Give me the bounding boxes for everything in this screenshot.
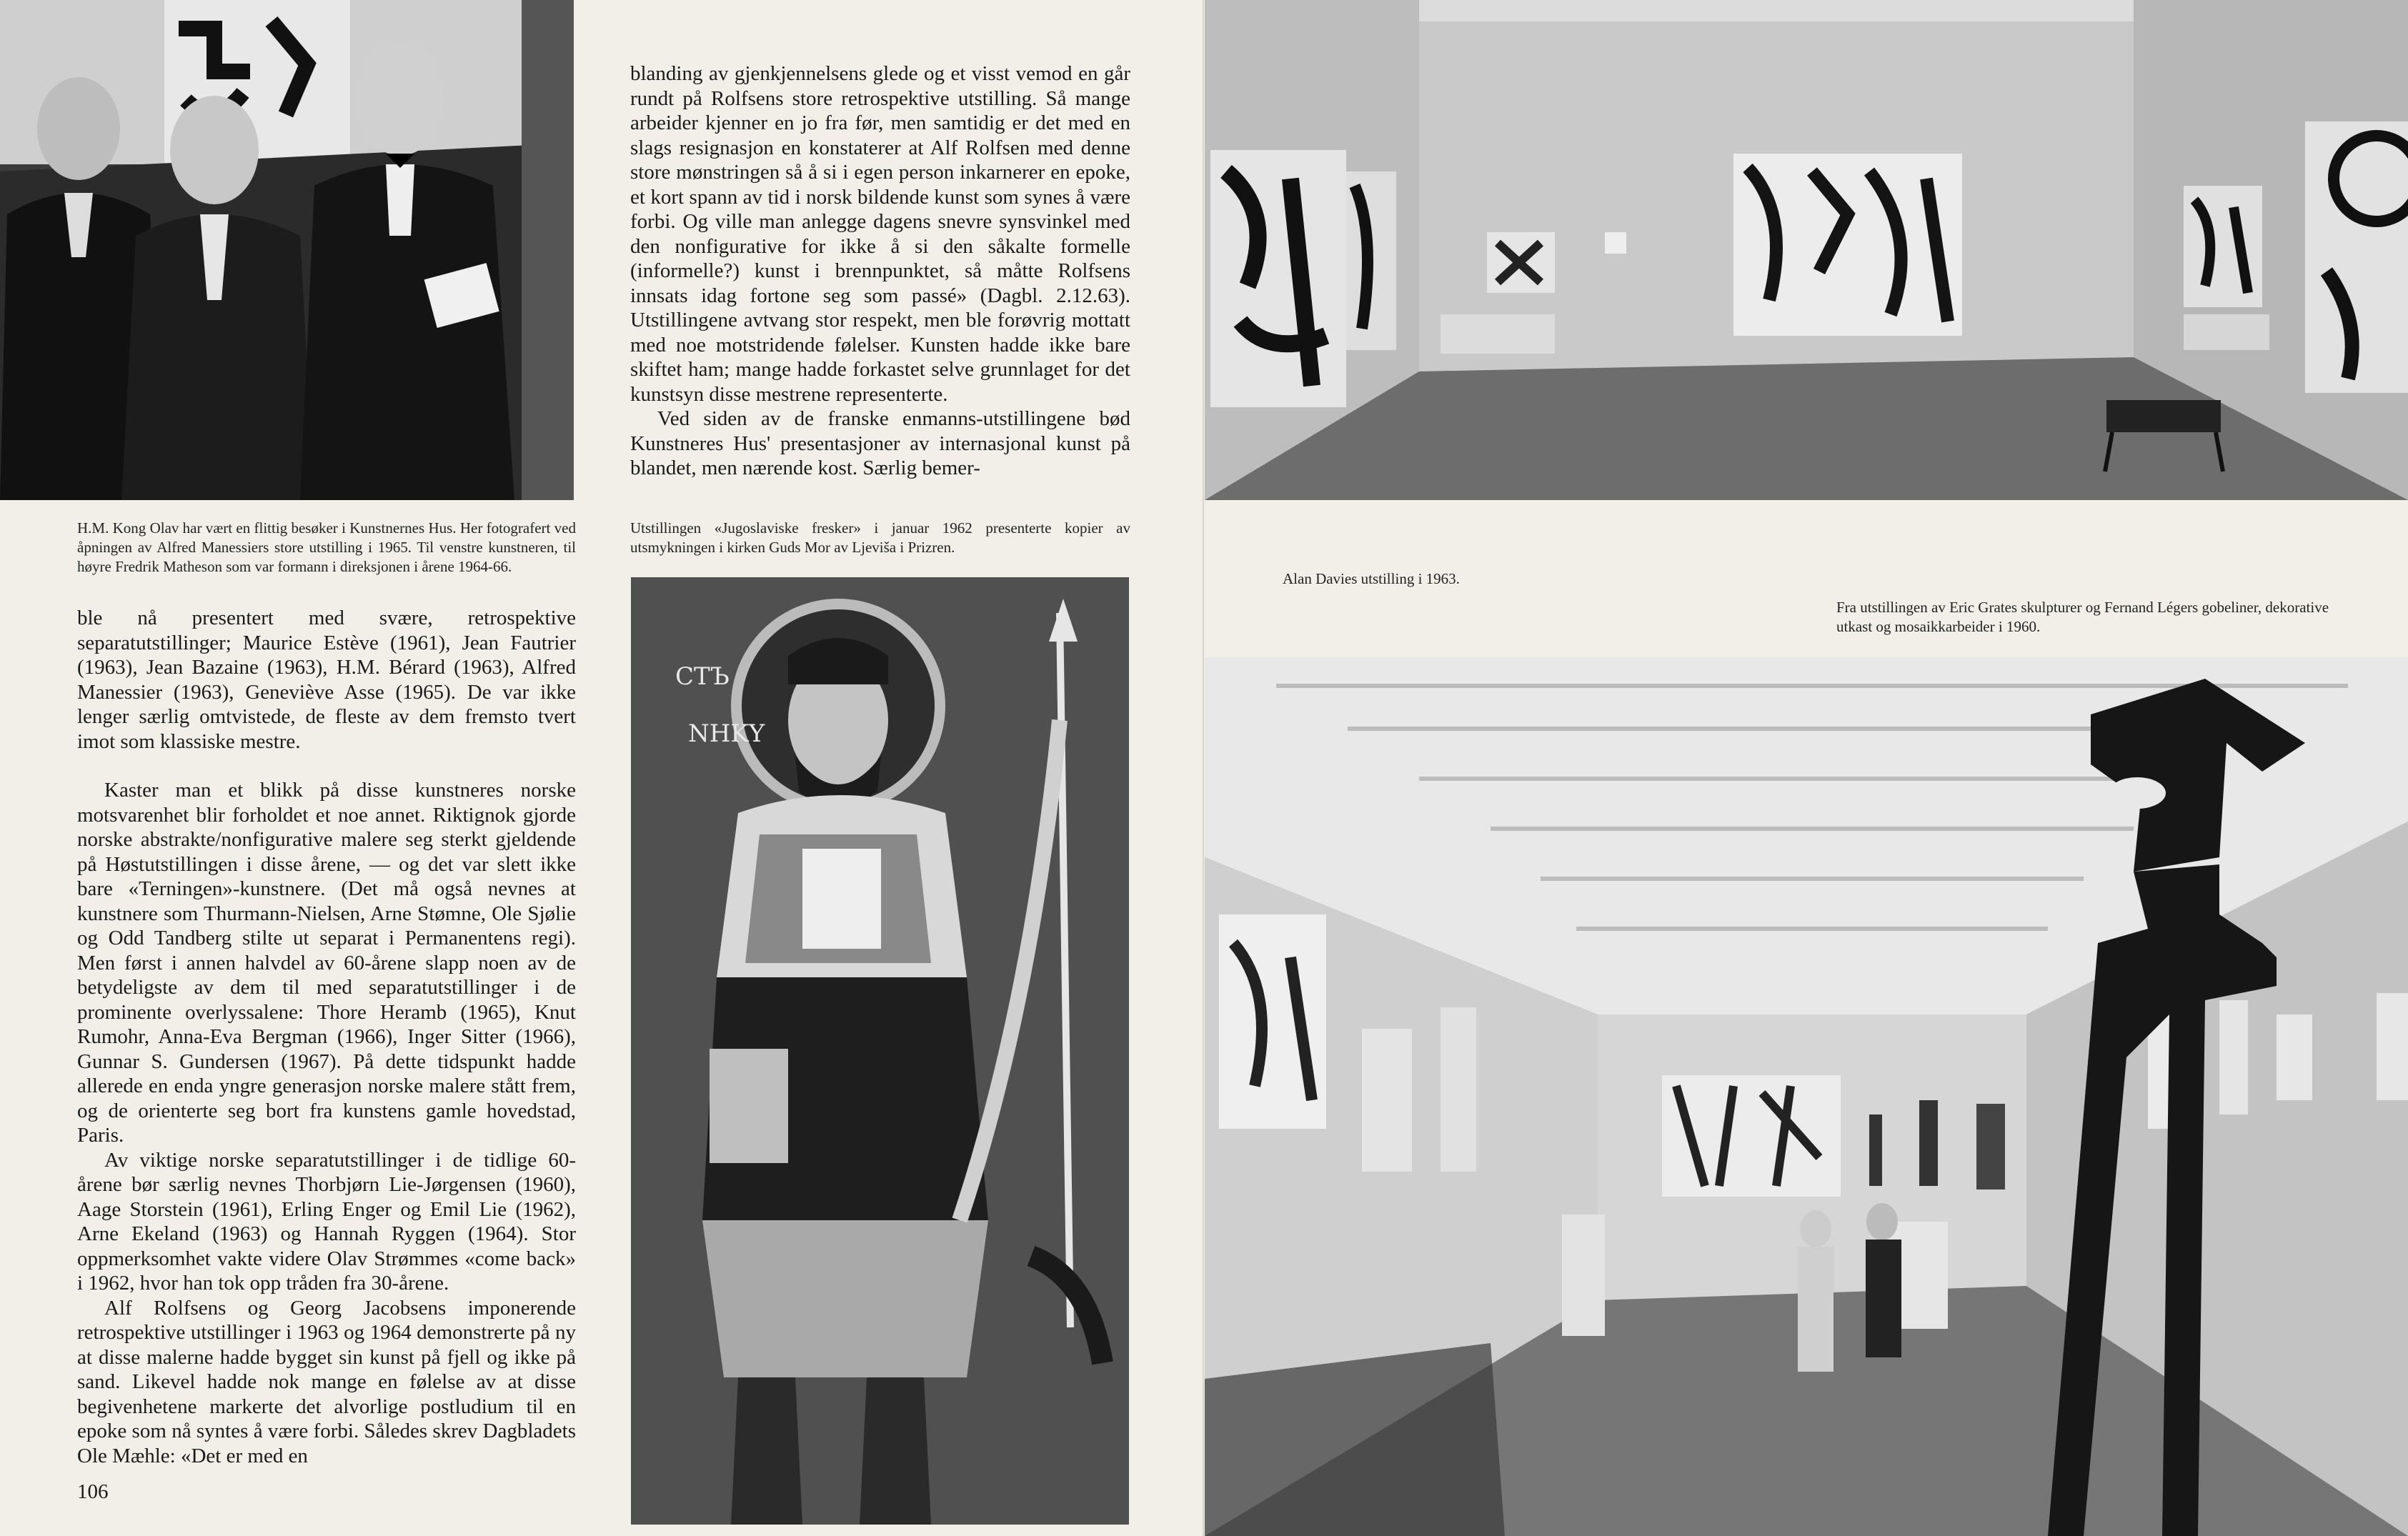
page-number: 106	[77, 1480, 109, 1503]
caption-alan-davies: Alan Davies utstilling i 1963.	[1283, 570, 1460, 587]
paragraph: Alf Rolfsens og Georg Jacobsens imponerende retrospektive utstillinger i 1963 og 1964 demonstrerte på ny at disse malerne hadde bygget sin kunst på fjell og ikke på sand. Likevel hadde nok mange en følelse av at disse begivenhetene markerte det alvorlige postludium til en epoke som nå syntes å være forbi. Således skrev Dagbladets Ole Mæhle: «Det er med en	[77, 1296, 576, 1467]
text-column-2	[630, 61, 1130, 481]
photo-grates-leger-exhibition	[1205, 657, 2408, 1536]
fresco-image	[631, 577, 1129, 1525]
paragraph: blanding av gjenkjennelsens glede og et visst vemod en går rundt på Rolfsens store retrospektive utstilling. Så mange arbeider kjenner en jo fra før, men samtidig er det med en slags resignasjon en konstaterer at Alf Rolfsen med denne store mønstringen så å si i egen person inkarnerer en epoke, et kort spann av tid i norsk bildende kunst som synes å være forbi. Og ville man anlegge dagens snevre synsvinkel med den nonfigurative for ikke å si den såkalte formelle (informelle?) kunst i brennpunktet, så måtte Rolfsens innsats idag fortone seg som passé» (Dagbl. 2.12.63). Utstillingene avtvang stor respekt, men ble forøvrig mottatt med noe motstridende følelser. Kunsten hadde ikke bare skiftet ham; mange hadde forkastet selve grunnlaget for det kunstsyn disse mestrene representerte.	[630, 62, 1130, 406]
photo-king-olav	[0, 0, 574, 500]
paragraph: Av viktige norske separatutstillinger i de tidlige 60-årene bør særlig nevnes Thorbjørn Lie-Jørgensen (1960), Aage Storstein (1961), Erling Enger og Emil Lie (1962), Arne Ekeland (1963) og Hannah Ryggen (1964). Stor oppmerksomhet vakte videre Olav Strømmes «come back» i 1962, hvor han tok opp tråden fra 30-årene.	[77, 1148, 576, 1295]
caption-fresco: Utstillingen «Jugoslaviske fresker» i januar 1962 presenterte kopier av utsmykningen i kirken Guds Mor av Ljeviša i Prizren.	[630, 519, 1130, 556]
svg-text:СТЪ: СТЪ	[675, 662, 730, 691]
fresco-inscription: ΝΗΚΥ	[688, 719, 765, 748]
page-gutter	[1203, 0, 1204, 1536]
text-column-1	[77, 606, 576, 1468]
paragraph: Kaster man et blikk på disse kunstneres norske motsvarenhet blir forholdet et noe annet. Riktignok gjorde norske abstrakte/nonfigurative malere seg sterkt gjeldende på Høstutstillingen i disse årene, — og det var slett ikke bare «Terningen»-kunstnere. (Det må også nevnes at kunstnere som Thurmann-Nielsen, Arne Stømne, Ole Sjølie og Odd Tandberg stilte ut separat i Permanentens regi). Men først i annen halvdel av 60-årene slapp noen av de betydeligste av dem til med separatutstillinger i de prominente overlyssalene: Thore Heramb (1965), Knut Rumohr, Anna-Eva Bergman (1966), Inger Sitter (1966), Gunnar S. Gundersen (1967). På dette tidspunkt hadde allerede en enda yngre generasjon norske malere stått frem, og de orienterte seg bort fra kunstens gamle hovedstad, Paris.	[77, 779, 576, 1147]
paragraph: Ved siden av de franske enmanns-utstillingene bød Kunstneres Hus' presentasjoner av internasjonal kunst på blandet, men nærende kost. Særlig bemer-	[630, 407, 1130, 479]
paragraph: ble nå presentert med svære, retrospektive separatutstillinger; Maurice Estève (1961), Jean Fautrier (1963), Jean Bazaine (1963), H.M. Bérard (1963), Alfred Manessier (1963), Geneviève Asse (1965). De var ikke lenger særlig omtvistede, de fleste av dem fremsto tvert imot som klassiske mestre.	[77, 607, 576, 753]
caption-king-olav: H.M. Kong Olav har vært en flittig besøker i Kunstnernes Hus. Her fotografert ved åpningen av Alfred Manessiers store utstilling i 1965. Til venstre kunstneren, til høyre Fredrik Matheson som var formann i direksjonen i årene 1964-66.	[77, 519, 576, 575]
caption-grates-leger: Fra utstillingen av Eric Grates skulpturer og Fernand Légers gobeliner, dekorative utkast og mosaikkarbeider i 1960.	[1836, 599, 2329, 635]
davies-gallery-image	[1205, 0, 2408, 500]
king-olav-image	[0, 0, 574, 500]
photo-fresco	[631, 577, 1129, 1525]
grates-gallery-image	[1205, 657, 2408, 1536]
photo-alan-davies-exhibition	[1205, 0, 2408, 500]
